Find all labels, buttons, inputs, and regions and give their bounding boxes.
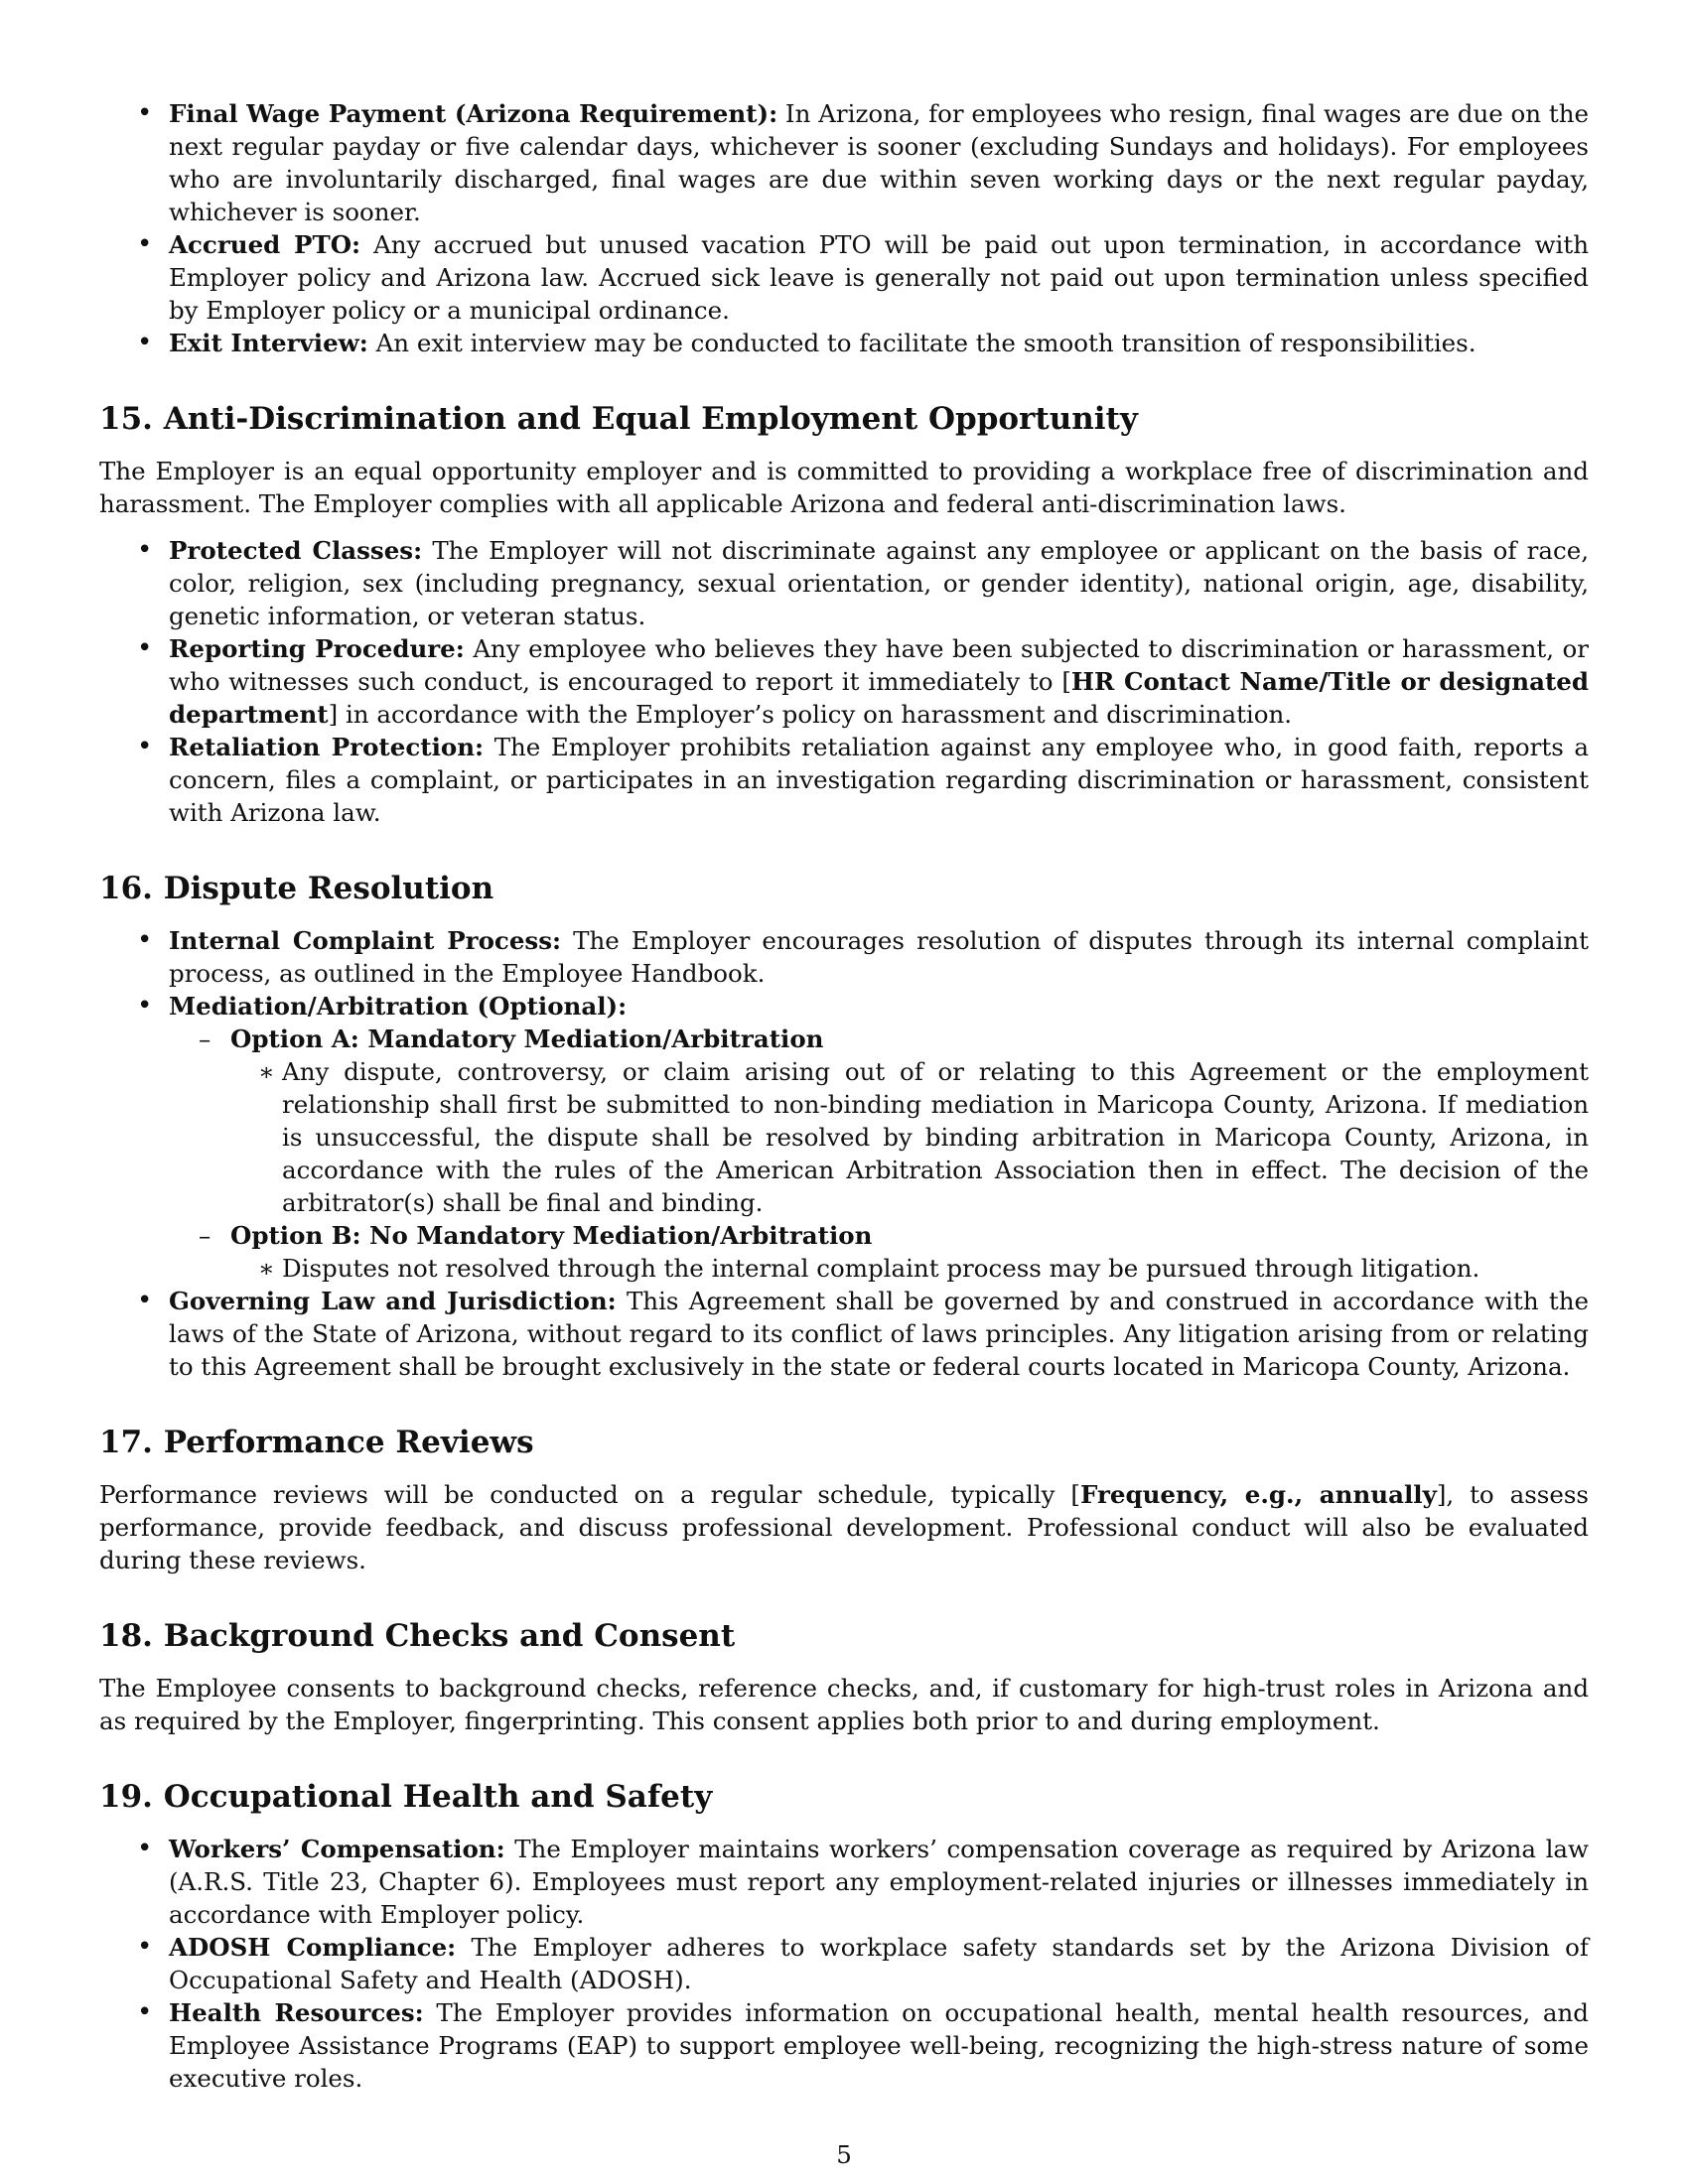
section-heading-18: 18. Background Checks and Consent xyxy=(99,1618,736,1654)
item-label: Retaliation Protection: xyxy=(169,733,485,761)
item-text: An exit interview may be conducted to facilitate the smooth transition of responsibilities. xyxy=(367,329,1477,357)
mediation-options xyxy=(169,1023,1589,1285)
termination-list xyxy=(99,97,1589,359)
option-a-text: ∗ Any dispute, controversy, or claim arising out of or relating to this Agreement or the employment relationship shall first be submitted to non-binding mediation in Maricopa County, Arizona. If mediation is unsuccessful, the dispute shall be resolved by binding arbitration in Maricopa County, Arizona, in accordance with the rules of the American Arbitration Association then in effect. The decision of the arbitrator(s) shall be final and binding. xyxy=(230,1055,1589,1219)
page-number: 5 xyxy=(836,2140,852,2169)
item-text: This Agreement shall be governed by and construed in accordance with the laws of the State of Arizona, without regard to its conflict of laws principles. Any litigation arising from or relating to this Agreement shall be brought exclusively in the state or federal courts located in Maricopa County, Arizona. xyxy=(169,1287,1590,1381)
option-b-text: ∗ Disputes not resolved through the internal complaint process may be pursued through litigation. xyxy=(230,1252,1589,1285)
text-run: ], to assess performance, provide feedback, and discuss professional development. Professional conduct will also be evaluated during these reviews. xyxy=(99,1480,1590,1574)
item-text: ] in accordance with the Employer’s policy on harassment and discrimination. xyxy=(328,700,1293,729)
option-b-label: Option B: No Mandatory Mediation/Arbitration xyxy=(230,1221,873,1250)
item-text: Any employee who believes they have been subjected to discrimination or harassment, or who witnesses such conduct, is encouraged to report it immediately to [ xyxy=(169,634,1590,696)
list-item xyxy=(99,1996,1589,2095)
item-label: Final Wage Payment (Arizona Requirement): xyxy=(169,99,778,128)
list-item xyxy=(99,1931,1589,1996)
list-item xyxy=(99,97,1589,228)
item-text: The Employer prohibits retaliation against any employee who, in good faith, reports a concern, files a complaint, or participates in an investigation regarding discrimination or harassment, consistent with Arizona law. xyxy=(169,733,1589,827)
placeholder-hr-contact: HR Contact Name/Title or designated department xyxy=(169,667,1590,729)
item-text: The Employer will not discriminate against any employee or applicant on the basis of race, color, religion, sex (including pregnancy, sexual orientation, or gender identity), national origin, age, disability, genetic information, or veteran status. xyxy=(169,536,1589,630)
section-19-list xyxy=(99,1833,1589,2095)
item-text: The Employer maintains workers’ compensation coverage as required by Arizona law (A.R.S. Title 23, Chapter 6). Employees must report any employment-related injuries or illnesses immediately in accordance with Employer policy. xyxy=(169,1835,1590,1929)
item-label: Exit Interview: xyxy=(169,329,368,357)
section-15-intro: The Employer is an equal opportunity employer and is committed to providing a workplace free of discrimination and harassment. The Employer complies with all applicable Arizona and federal anti-discrimination laws. xyxy=(99,457,1589,518)
list-item xyxy=(99,990,1589,1285)
item-text: The Employer provides information on occupational health, mental health resources, and Employee Assistance Programs (EAP) to support employee well-being, recognizing the high-stress nature of some executive roles. xyxy=(169,1998,1589,2093)
item-label: Governing Law and Jurisdiction: xyxy=(169,1287,617,1315)
list-item xyxy=(99,731,1589,829)
item-label: Health Resources: xyxy=(169,1998,424,2027)
placeholder-frequency: Frequency, e.g., annually xyxy=(1079,1480,1437,1509)
item-label: Mediation/Arbitration (Optional): xyxy=(169,992,628,1021)
list-item xyxy=(99,534,1589,632)
section-17-text xyxy=(99,1478,1589,1576)
section-18-text: The Employee consents to background checks, reference checks, and, if customary for high-trust roles in Arizona and as required by the Employer, fingerprinting. This consent applies both prior to and during employment. xyxy=(99,1674,1589,1735)
section-heading-15: 15. Anti-Discrimination and Equal Employment Opportunity xyxy=(99,401,1138,437)
item-label: Accrued PTO: xyxy=(169,230,361,259)
item-label: ADOSH Compliance: xyxy=(169,1933,457,1962)
item-text: The Employer encourages resolution of disputes through its internal complaint process, as outlined in the Employee Handbook. xyxy=(169,926,1589,988)
section-heading-19: 19. Occupational Health and Safety xyxy=(99,1779,713,1815)
list-item xyxy=(99,228,1589,327)
list-item xyxy=(99,1833,1589,1931)
list-item xyxy=(99,632,1589,731)
option-b-list xyxy=(230,1252,1589,1285)
text-run: Performance reviews will be conducted on a regular schedule, typically [ xyxy=(99,1480,1080,1509)
section-15-list xyxy=(99,534,1589,829)
item-label: Reporting Procedure: xyxy=(169,634,465,663)
list-item xyxy=(99,924,1589,990)
list-item xyxy=(99,327,1589,359)
item-text: In Arizona, for employees who resign, final wages are due on the next regular payday or five calendar days, whichever is sooner (excluding Sundays and holidays). For employees who are involuntarily discharged, final wages are due within seven working days or the next regular payday, whichever is sooner. xyxy=(169,99,1589,226)
item-text: The Employer adheres to workplace safety standards set by the Arizona Division of Occupational Safety and Health (ADOSH). xyxy=(169,1933,1589,1994)
option-b xyxy=(169,1219,1589,1285)
list-item xyxy=(99,1285,1589,1383)
section-heading-17: 17. Performance Reviews xyxy=(99,1425,534,1460)
section-heading-16: 16. Dispute Resolution xyxy=(99,871,494,906)
option-a xyxy=(169,1023,1589,1219)
section-16-list xyxy=(99,924,1589,1383)
item-label: Internal Complaint Process: xyxy=(169,926,562,955)
item-text: Any accrued but unused vacation PTO will be paid out upon termination, in accordance with Employer policy and Arizona law. Accrued sick leave is generally not paid out upon termination unless specified by Employer policy or a municipal ordinance. xyxy=(169,230,1589,325)
item-label: Workers’ Compensation: xyxy=(169,1835,505,1863)
item-label: Protected Classes: xyxy=(169,536,423,565)
option-a-list xyxy=(230,1055,1589,1219)
option-a-label: Option A: Mandatory Mediation/Arbitration xyxy=(230,1024,824,1053)
document-page xyxy=(99,97,1589,2095)
